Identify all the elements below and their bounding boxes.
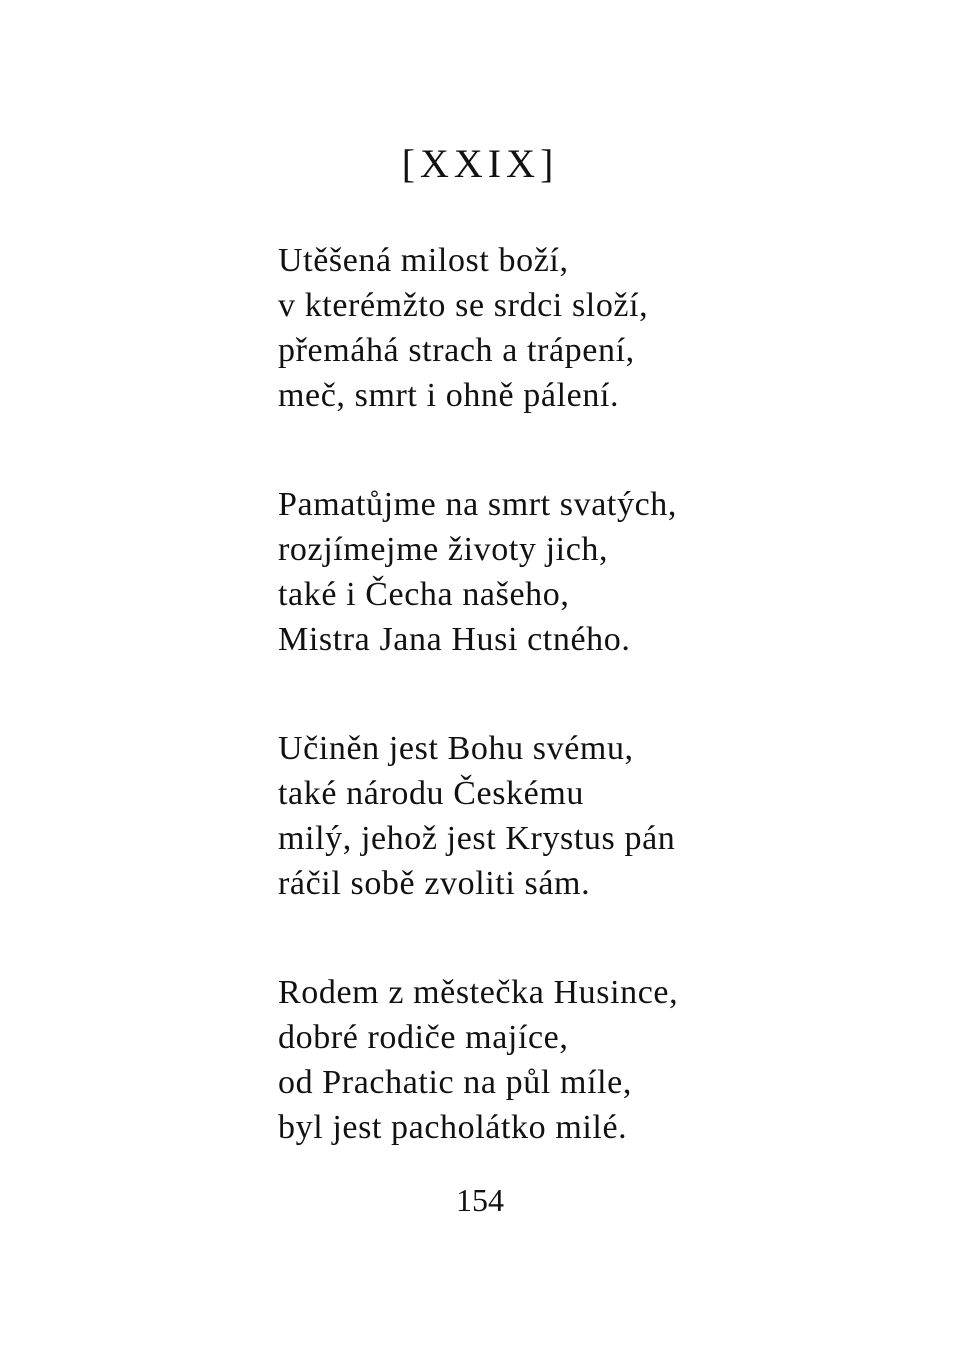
stanza: [278, 238, 678, 418]
poem: [278, 238, 678, 1150]
verse-line: Rodem z městečka Husince,: [278, 974, 679, 1011]
verse-line: rozjímejme životy jich,: [278, 531, 609, 568]
stanza: [278, 726, 678, 906]
page-number: 154: [456, 1182, 504, 1218]
verse-line: Učiněn jest Bohu svému,: [278, 730, 634, 767]
stanza: [278, 970, 678, 1150]
verse-line: meč, smrt i ohně pálení.: [278, 377, 620, 414]
verse-line: v kterémžto se srdci složí,: [278, 287, 649, 324]
verse-line: Pamatůjme na smrt svatých,: [278, 486, 677, 523]
verse-line: také národu Českému: [278, 775, 584, 812]
verse-line: Utěšená milost boží,: [278, 242, 569, 279]
stanza: [278, 482, 678, 662]
verse-line: Mistra Jana Husi ctného.: [278, 621, 631, 658]
verse-line: byl jest pacholátko milé.: [278, 1109, 628, 1146]
verse-line: ráčil sobě zvoliti sám.: [278, 865, 591, 902]
verse-line: přemáhá strach a trápení,: [278, 332, 635, 369]
verse-line: také i Čecha našeho,: [278, 576, 570, 613]
verse-line: od Prachatic na půl míle,: [278, 1064, 632, 1101]
verse-line: dobré rodiče majíce,: [278, 1019, 569, 1056]
page-title: [XXIX]: [401, 141, 559, 186]
verse-line: milý, jehož jest Krystus pán: [278, 820, 676, 857]
